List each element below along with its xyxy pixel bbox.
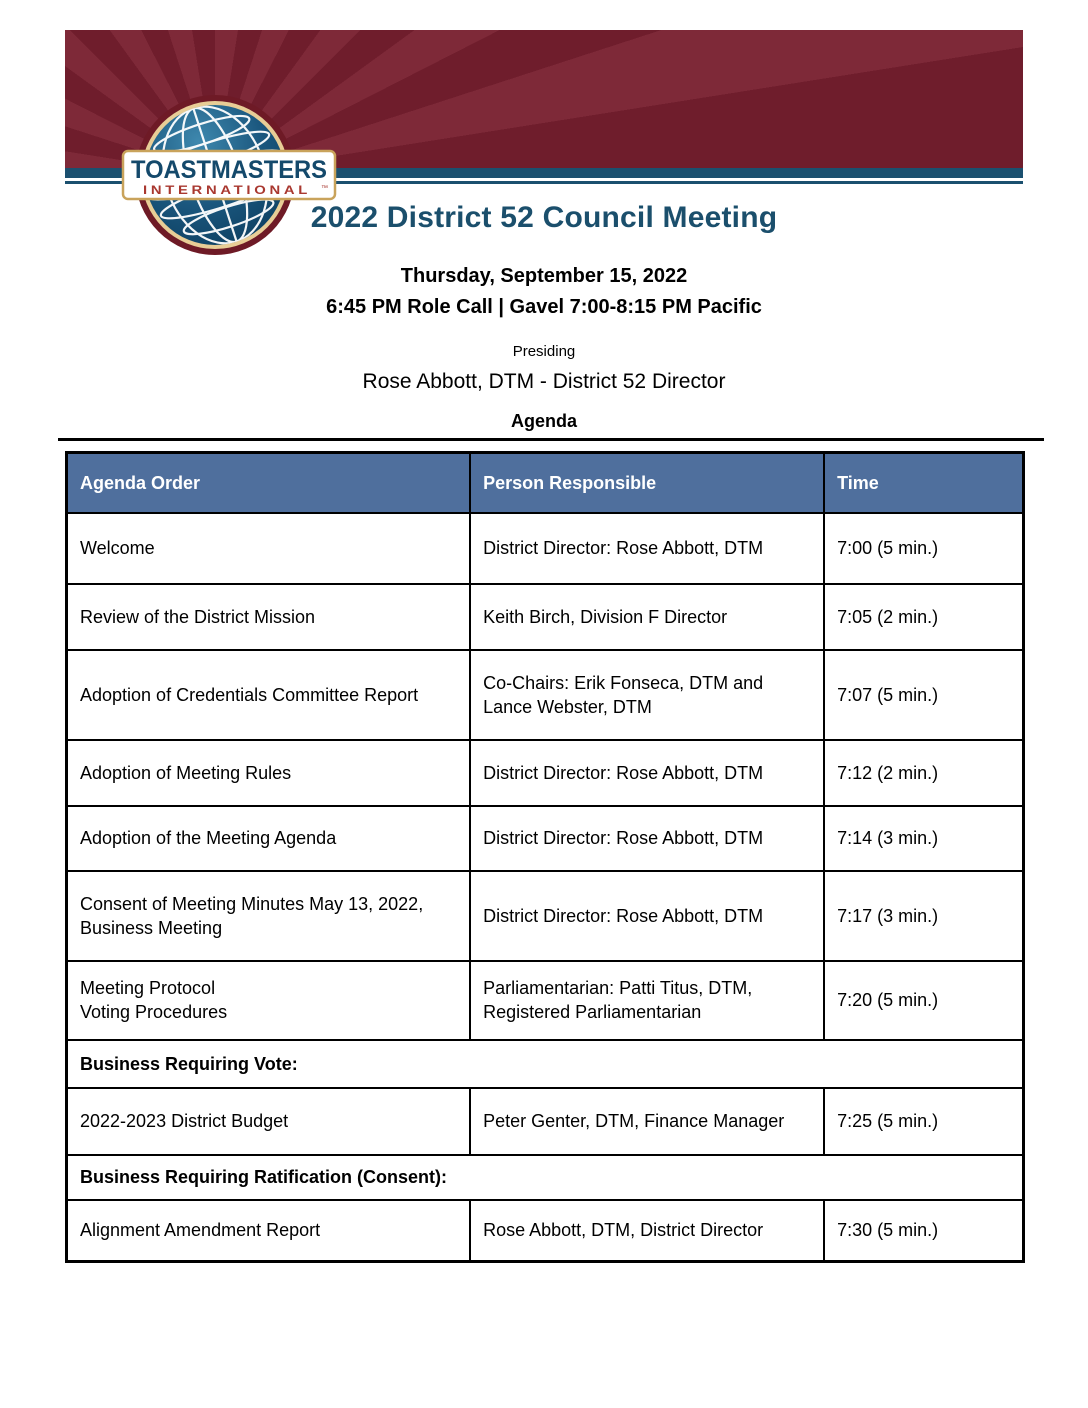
- time-cell: 7:20 (5 min.): [824, 961, 1023, 1040]
- time-cell: 7:25 (5 min.): [824, 1088, 1023, 1155]
- meeting-date: Thursday, September 15, 2022: [400, 265, 688, 287]
- time-cell: 7:12 (2 min.): [824, 740, 1023, 806]
- agenda-cell: Welcome: [67, 513, 471, 584]
- agenda-cell: Alignment Amendment Report: [67, 1200, 471, 1262]
- table-row: [67, 806, 1024, 871]
- agenda-cell: Review of the District Mission: [67, 584, 471, 650]
- logo-text-toastmasters: TOASTMASTERS: [131, 156, 327, 184]
- time-cell: 7:30 (5 min.): [824, 1200, 1023, 1262]
- person-cell: District Director: Rose Abbott, DTM: [470, 871, 824, 961]
- document-header: [0, 0, 1088, 255]
- agenda-cell: Adoption of the Meeting Agenda: [67, 806, 471, 871]
- agenda-line: Meeting Protocol: [80, 978, 216, 998]
- table-row: [67, 650, 1024, 740]
- presiding-label: Presiding: [512, 343, 576, 360]
- person-cell: Rose Abbott, DTM, District Director: [470, 1200, 824, 1262]
- logo-wordmark-banner: [123, 151, 335, 199]
- table-row: [67, 584, 1024, 650]
- column-header-time: Time: [824, 453, 1023, 513]
- person-cell: District Director: Rose Abbott, DTM: [470, 740, 824, 806]
- agenda-table: [65, 451, 1025, 1263]
- section-row: [67, 1155, 1024, 1200]
- table-row: [67, 1200, 1024, 1262]
- table-row: [67, 740, 1024, 806]
- table-row: [67, 513, 1024, 584]
- person-cell: Co-Chairs: Erik Fonseca, DTM and Lance Webster, DTM: [470, 650, 824, 740]
- time-cell: 7:07 (5 min.): [824, 650, 1023, 740]
- section-label: Business Requiring Vote:: [67, 1040, 1024, 1088]
- person-cell: District Director: Rose Abbott, DTM: [470, 806, 824, 871]
- agenda-cell: [67, 961, 471, 1040]
- presiding-name: Rose Abbott, DTM - District 52 Director: [362, 370, 726, 393]
- time-cell: 7:05 (2 min.): [824, 584, 1023, 650]
- person-cell: Peter Genter, DTM, Finance Manager: [470, 1088, 824, 1155]
- section-label: Business Requiring Ratification (Consent):: [67, 1155, 1024, 1200]
- page-title: 2022 District 52 Council Meeting: [310, 201, 778, 234]
- table-header-row: [67, 453, 1024, 513]
- agenda-line: Voting Procedures: [80, 1002, 228, 1022]
- section-row: [67, 1040, 1024, 1088]
- agenda-heading: Agenda: [510, 411, 577, 431]
- time-cell: 7:17 (3 min.): [824, 871, 1023, 961]
- table-row: [67, 1088, 1024, 1155]
- logo-text-international: INTERNATIONAL: [143, 183, 311, 197]
- meeting-schedule: 6:45 PM Role Call | Gavel 7:00-8:15 PM Pacific: [326, 296, 762, 318]
- logo-trademark: ™: [321, 185, 328, 192]
- agenda-cell: Consent of Meeting Minutes May 13, 2022, Business Meeting: [67, 871, 471, 961]
- agenda-divider: [58, 438, 1044, 441]
- column-header-person-responsible: Person Responsible: [470, 453, 824, 513]
- person-cell: Parliamentarian: Patti Titus, DTM, Registered Parliamentarian: [470, 961, 824, 1040]
- person-cell: District Director: Rose Abbott, DTM: [470, 513, 824, 584]
- agenda-cell: Adoption of Meeting Rules: [67, 740, 471, 806]
- person-cell: Keith Birch, Division F Director: [470, 584, 824, 650]
- table-row: [67, 871, 1024, 961]
- column-header-agenda-order: Agenda Order: [67, 453, 471, 513]
- agenda-cell: Adoption of Credentials Committee Report: [67, 650, 471, 740]
- agenda-cell: 2022-2023 District Budget: [67, 1088, 471, 1155]
- time-cell: 7:14 (3 min.): [824, 806, 1023, 871]
- table-row: [67, 961, 1024, 1040]
- time-cell: 7:00 (5 min.): [824, 513, 1023, 584]
